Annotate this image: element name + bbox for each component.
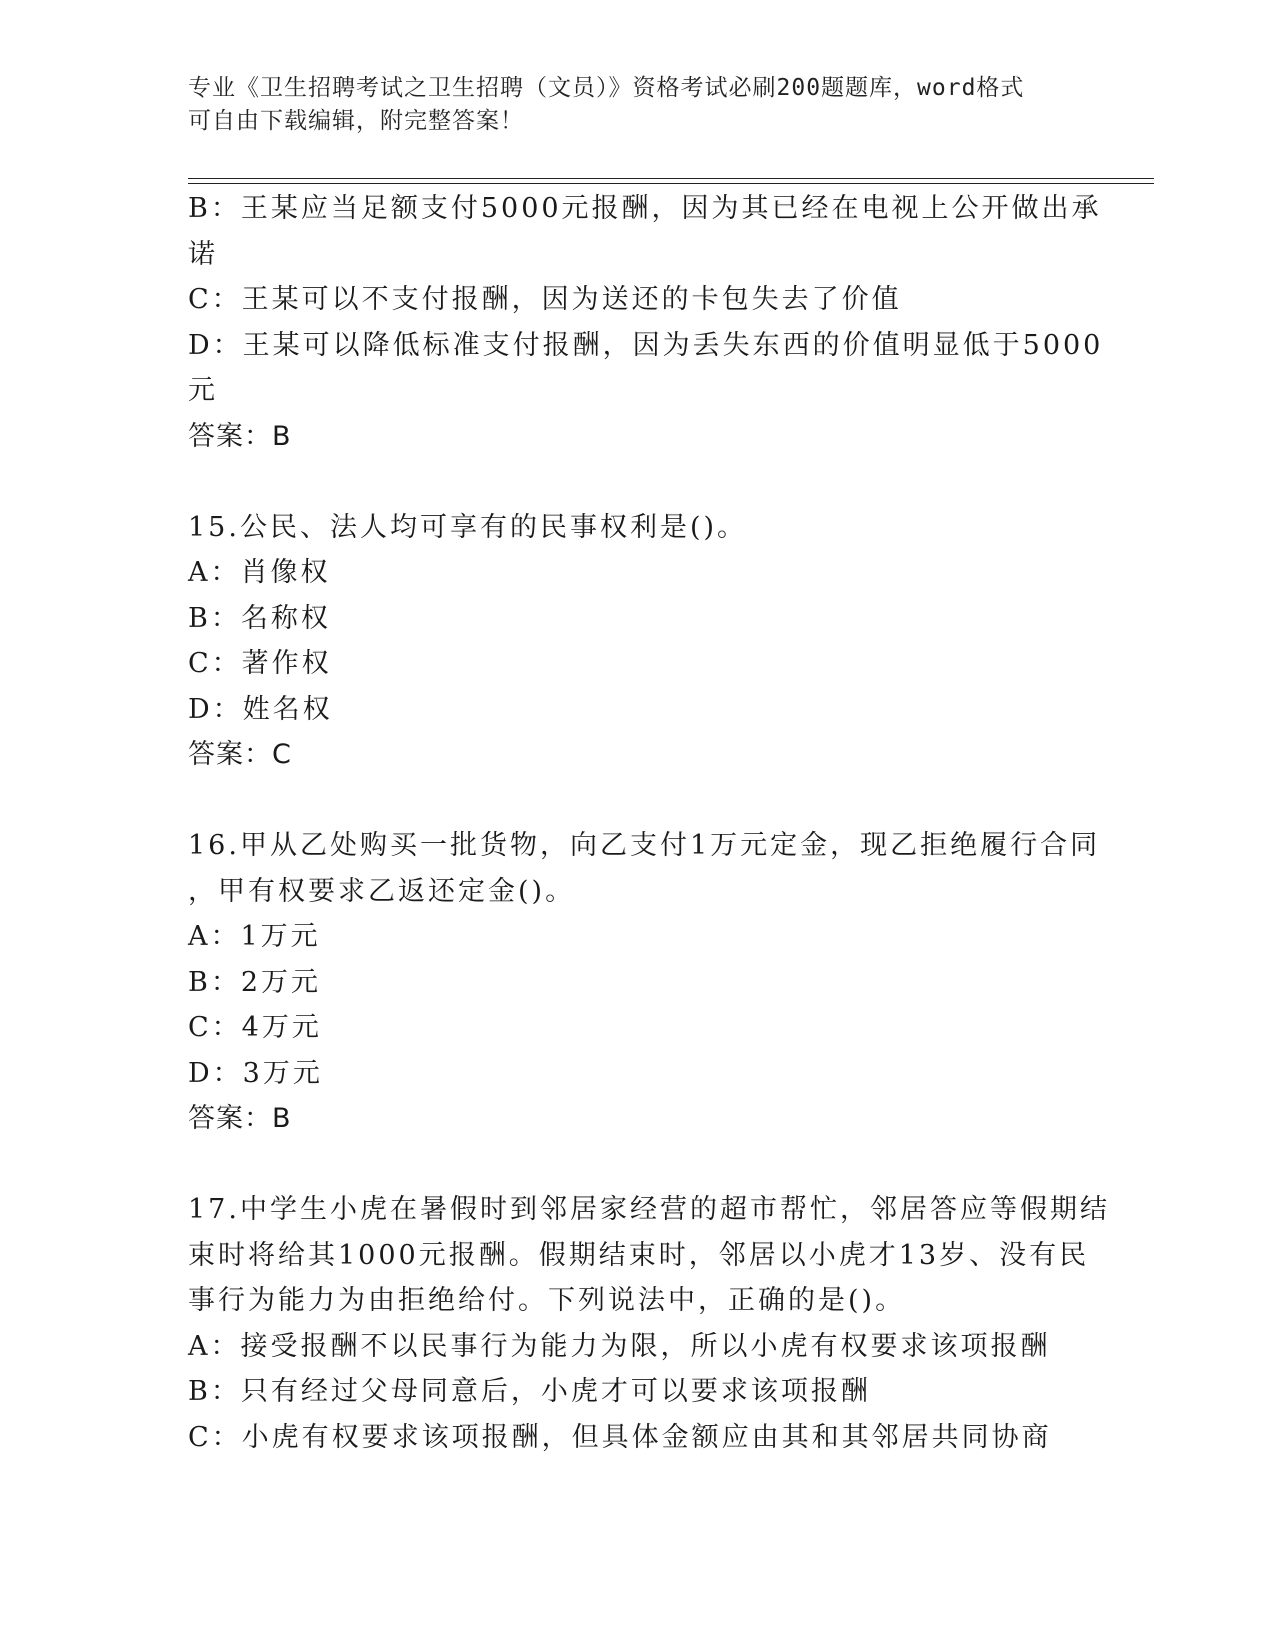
- option-c: C：王某可以不支付报酬，因为送还的卡包失去了价值: [188, 284, 902, 315]
- answer-16: 答案：B: [188, 1103, 292, 1134]
- option-a: A：肖像权: [188, 557, 331, 588]
- question-16: [188, 823, 1101, 1142]
- answer-14: 答案：B: [188, 420, 292, 452]
- answer-15: 答案：C: [188, 739, 292, 770]
- option-b-line-2: 诺: [188, 238, 218, 270]
- question-17-text-line-2: 束时将给其1000元报酬。假期结束时，邻居以小虎才13岁、没有民: [188, 1239, 1090, 1271]
- question-14-tail: [188, 186, 1104, 459]
- option-c: C：著作权: [188, 648, 332, 679]
- spacer: [188, 459, 1088, 505]
- option-b-line-1: B：王某应当足额支付5000元报酬，因为其已经在电视上公开做出承: [188, 193, 1102, 224]
- option-d: D：姓名权: [188, 693, 333, 725]
- question-17-text-line-1: 17.中学生小虎在暑假时到邻居家经营的超市帮忙，邻居答应等假期结: [188, 1194, 1110, 1225]
- header-rule-top: [188, 178, 1154, 179]
- option-d-line-1: D：王某可以降低标准支付报酬，因为丢失东西的价值明显低于5000: [188, 329, 1104, 361]
- option-b: B：名称权: [188, 602, 331, 634]
- spacer: [188, 1142, 1088, 1188]
- spacer: [188, 778, 1088, 824]
- question-17-text-line-3: 事行为能力为由拒绝给付。下列说法中，正确的是()。: [188, 1285, 906, 1316]
- header-rule-bottom: [188, 183, 1154, 184]
- option-d-line-2: 元: [188, 375, 218, 406]
- question-15: [188, 505, 1088, 778]
- page-header: [188, 72, 1088, 138]
- question-15-text: 15.公民、法人均可享有的民事权利是()。: [188, 511, 748, 543]
- option-c: C：4万元: [188, 1012, 322, 1043]
- option-c: C：小虎有权要求该项报酬，但具体金额应由其和其邻居共同协商: [188, 1421, 1052, 1453]
- question-17: [188, 1187, 1110, 1460]
- question-16-text-line-1: 16.甲从乙处购买一批货物，向乙支付1万元定金，现乙拒绝履行合同: [188, 830, 1101, 861]
- header-title-line-2: 可自由下载编辑，附完整答案！: [188, 108, 524, 134]
- option-b: B：只有经过父母同意后，小虎才可以要求该项报酬: [188, 1376, 871, 1407]
- option-b: B：2万元: [188, 966, 322, 998]
- header-title-line-1: 专业《卫生招聘考试之卫生招聘（文员）》资格考试必刷200题题库，word格式: [188, 75, 1025, 101]
- option-a: A：接受报酬不以民事行为能力为限，所以小虎有权要求该项报酬: [188, 1330, 1051, 1362]
- question-16-text-line-2: ，甲有权要求乙返还定金()。: [188, 875, 576, 907]
- option-d: D：3万元: [188, 1057, 323, 1089]
- question-content: [188, 186, 1110, 1460]
- option-a: A：1万元: [188, 921, 321, 952]
